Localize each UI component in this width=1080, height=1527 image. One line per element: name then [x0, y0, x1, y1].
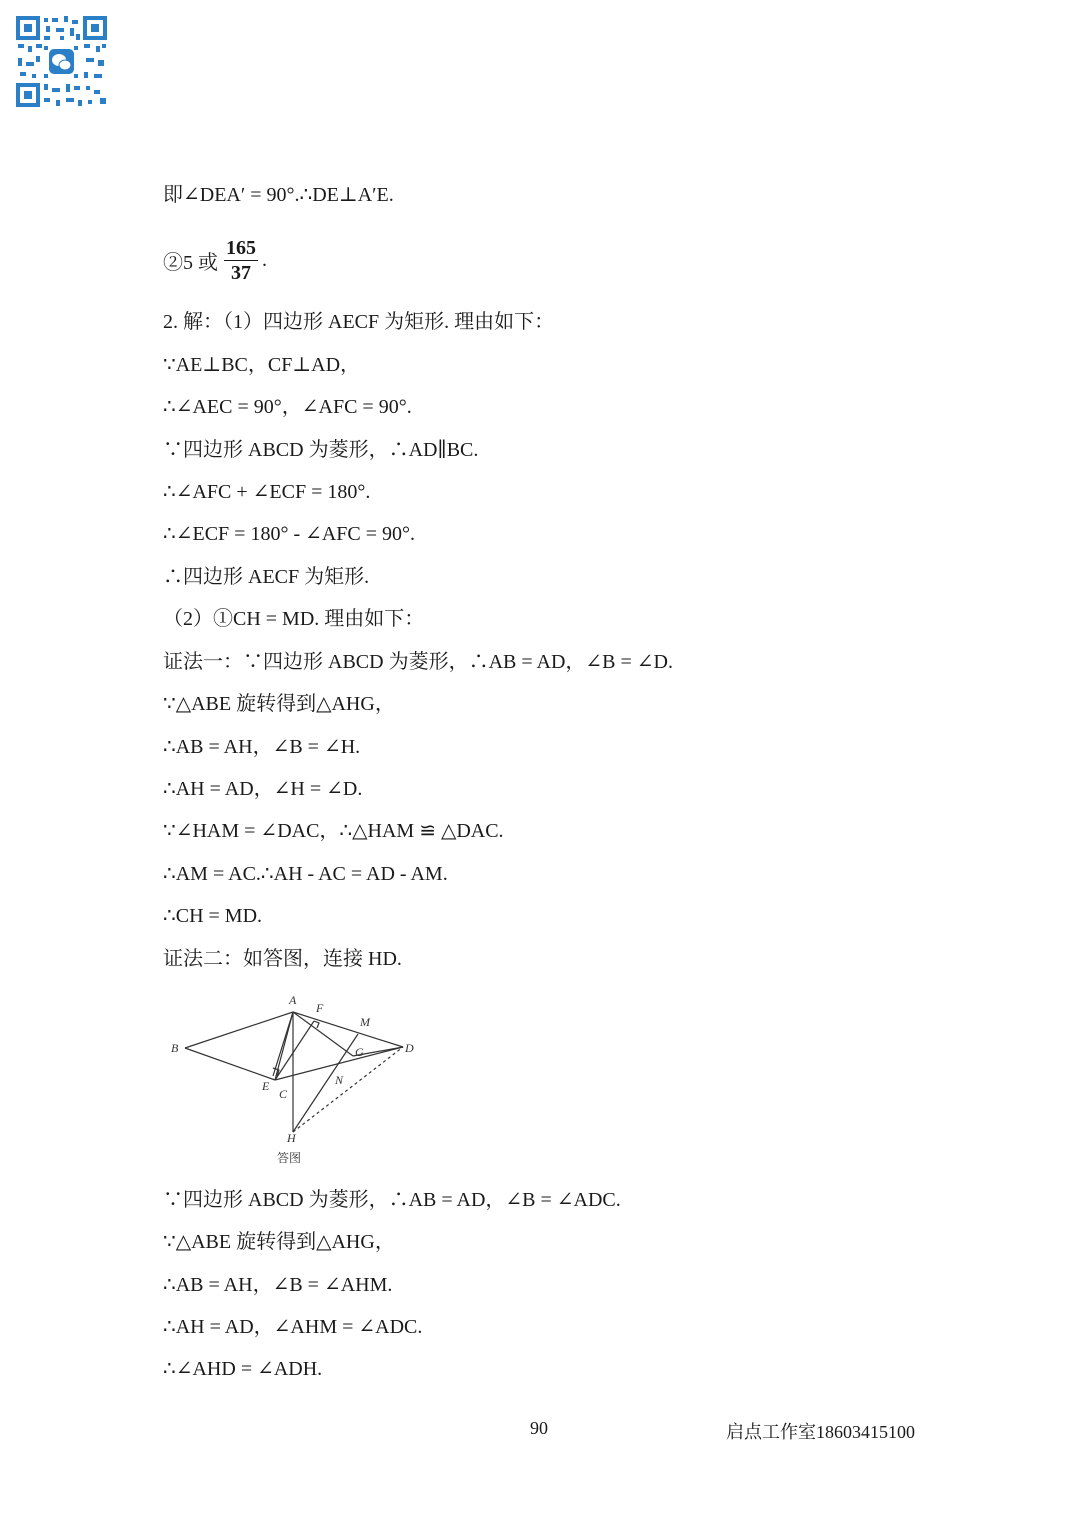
text-line: 即∠DEA′ = 90°.∴DE⊥A′E. [163, 184, 394, 206]
text-line: ∴CH = MD. [163, 905, 263, 927]
text-line: ∵△ABE 旋转得到△AHG， [163, 1231, 395, 1253]
page-number: 90 [530, 1418, 548, 1438]
wechat-qr-code-icon [14, 14, 109, 109]
segment-hd [293, 1047, 403, 1132]
text-line: ∴AH = AD，∠AHM = ∠ADC. [163, 1316, 423, 1338]
text-line: ∵AE⊥BC，CF⊥AD， [163, 354, 361, 376]
point-label-d: D [405, 1041, 414, 1055]
segment-ag [293, 1012, 353, 1056]
text-line: ∵∠HAM = ∠DAC，∴△HAM ≌ △DAC. [163, 820, 504, 842]
text-line: ∴AH = AD，∠H = ∠D. [163, 778, 363, 800]
text-line: 证法二：如答图，连接 HD. [163, 948, 402, 970]
segment-ba [185, 1012, 293, 1048]
figure-caption: 答图 [277, 1151, 302, 1165]
text-line: ∴四边形 AECF 为矩形. [163, 566, 370, 588]
point-label-a: A [289, 993, 297, 1007]
geometry-figure [165, 990, 425, 1170]
fraction-suffix: . [262, 248, 267, 271]
point-label-m: M [360, 1015, 370, 1029]
studio-footer: 启点工作室18603415100 [726, 1422, 915, 1442]
text-line: ∵△ABE 旋转得到△AHG， [163, 693, 395, 715]
segment-ad [293, 1012, 403, 1047]
fraction-prefix: ②5 或 [163, 251, 218, 274]
text-line: ∴∠AHD = ∠ADH. [163, 1358, 323, 1380]
text-line: ∴AB = AH，∠B = ∠H. [163, 736, 361, 758]
answer-fraction-line [163, 232, 267, 288]
text-line: ∴AB = AH，∠B = ∠AHM. [163, 1274, 393, 1296]
text-line: （2）①CH = MD. 理由如下： [163, 608, 425, 630]
point-label-g: G [355, 1045, 364, 1059]
text-line: ∵四边形 ABCD 为菱形，∴AB = AD，∠B = ∠ADC. [163, 1189, 621, 1211]
point-label-f: F [316, 1001, 324, 1015]
text-line: ∴∠AEC = 90°，∠AFC = 90°. [163, 396, 412, 418]
point-label-n: N [335, 1073, 344, 1087]
text-line: 2. 解：（1）四边形 AECF 为矩形. 理由如下： [163, 311, 555, 333]
text-line: ∵四边形 ABCD 为菱形，∴AD∥BC. [163, 439, 479, 461]
fraction [224, 237, 258, 284]
point-label-e: E [262, 1079, 270, 1093]
point-label-b: B [171, 1041, 179, 1055]
segment-ae [273, 1012, 293, 1076]
point-label-c: C [279, 1087, 288, 1101]
segment-hm [293, 1034, 358, 1132]
fraction-numerator: 165 [226, 236, 256, 259]
text-line: ∴∠AFC + ∠ECF = 180°. [163, 481, 371, 503]
text-line: ∴AM = AC.∴AH - AC = AD - AM. [163, 863, 448, 885]
point-label-h: H [287, 1131, 296, 1145]
text-line: ∴∠ECF = 180° - ∠AFC = 90°. [163, 523, 416, 545]
fraction-denominator: 37 [231, 261, 251, 284]
right-angle-mark-f [314, 1021, 319, 1028]
segment-bc [185, 1048, 275, 1080]
text-line: 证法一：∵四边形 ABCD 为菱形，∴AB = AD，∠B = ∠D. [163, 651, 673, 673]
